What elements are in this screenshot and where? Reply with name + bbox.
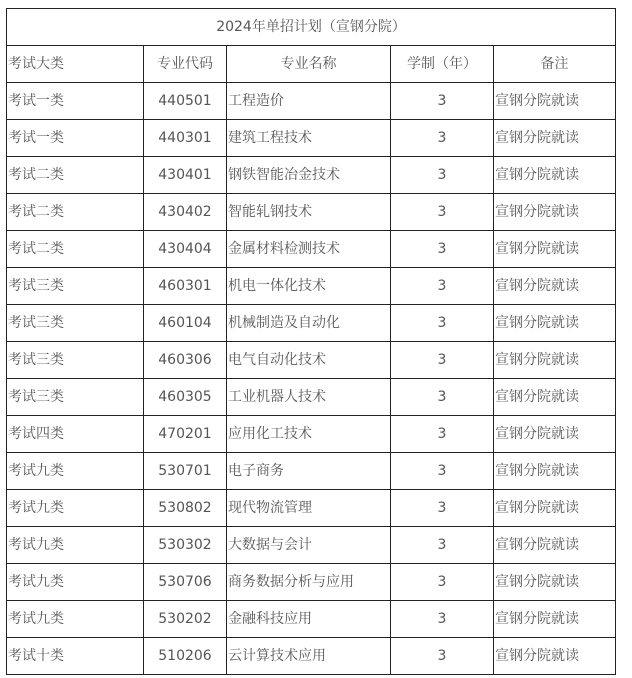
major-name-cell: 电气自动化技术 bbox=[227, 342, 391, 379]
exam-category-cell: 考试三类 bbox=[7, 342, 144, 379]
header-row bbox=[7, 46, 616, 83]
remarks-cell: 宣钢分院就读 bbox=[494, 305, 616, 342]
major-code-cell: 530706 bbox=[144, 564, 227, 601]
major-name-cell: 智能轧钢技术 bbox=[227, 194, 391, 231]
exam-category-cell: 考试九类 bbox=[7, 601, 144, 638]
duration-cell: 3 bbox=[391, 268, 494, 305]
major-code-cell: 460104 bbox=[144, 305, 227, 342]
remarks-cell: 宣钢分院就读 bbox=[494, 83, 616, 120]
remarks-cell: 宣钢分院就读 bbox=[494, 601, 616, 638]
header-major-name: 专业名称 bbox=[227, 46, 391, 83]
exam-category-cell: 考试二类 bbox=[7, 194, 144, 231]
major-name-cell: 工程造价 bbox=[227, 83, 391, 120]
table-row bbox=[7, 490, 616, 527]
major-name-cell: 大数据与会计 bbox=[227, 527, 391, 564]
duration-cell: 3 bbox=[391, 638, 494, 675]
major-name-cell: 商务数据分析与应用 bbox=[227, 564, 391, 601]
table-row bbox=[7, 564, 616, 601]
remarks-cell: 宣钢分院就读 bbox=[494, 564, 616, 601]
major-code-cell: 460301 bbox=[144, 268, 227, 305]
header-exam-category: 考试大类 bbox=[7, 46, 144, 83]
major-code-cell: 440301 bbox=[144, 120, 227, 157]
header-major-code: 专业代码 bbox=[144, 46, 227, 83]
exam-category-cell: 考试三类 bbox=[7, 268, 144, 305]
exam-category-cell: 考试九类 bbox=[7, 490, 144, 527]
major-code-cell: 440501 bbox=[144, 83, 227, 120]
remarks-cell: 宣钢分院就读 bbox=[494, 453, 616, 490]
remarks-cell: 宣钢分院就读 bbox=[494, 638, 616, 675]
duration-cell: 3 bbox=[391, 601, 494, 638]
header-duration: 学制（年） bbox=[391, 46, 494, 83]
major-name-cell: 云计算技术应用 bbox=[227, 638, 391, 675]
title-row bbox=[7, 9, 616, 46]
table-row bbox=[7, 527, 616, 564]
remarks-cell: 宣钢分院就读 bbox=[494, 120, 616, 157]
remarks-cell: 宣钢分院就读 bbox=[494, 231, 616, 268]
table-title: 2024年单招计划（宣钢分院） bbox=[7, 9, 616, 46]
major-code-cell: 530701 bbox=[144, 453, 227, 490]
header-remarks: 备注 bbox=[494, 46, 616, 83]
major-name-cell: 应用化工技术 bbox=[227, 416, 391, 453]
major-name-cell: 金属材料检测技术 bbox=[227, 231, 391, 268]
table-row bbox=[7, 268, 616, 305]
duration-cell: 3 bbox=[391, 157, 494, 194]
duration-cell: 3 bbox=[391, 379, 494, 416]
major-code-cell: 530802 bbox=[144, 490, 227, 527]
major-code-cell: 470201 bbox=[144, 416, 227, 453]
major-code-cell: 530302 bbox=[144, 527, 227, 564]
major-name-cell: 建筑工程技术 bbox=[227, 120, 391, 157]
duration-cell: 3 bbox=[391, 120, 494, 157]
remarks-cell: 宣钢分院就读 bbox=[494, 490, 616, 527]
table-row bbox=[7, 120, 616, 157]
table-row bbox=[7, 453, 616, 490]
major-code-cell: 510206 bbox=[144, 638, 227, 675]
table-row bbox=[7, 379, 616, 416]
exam-category-cell: 考试一类 bbox=[7, 83, 144, 120]
major-code-cell: 460305 bbox=[144, 379, 227, 416]
table-row bbox=[7, 601, 616, 638]
major-code-cell: 530202 bbox=[144, 601, 227, 638]
major-code-cell: 460306 bbox=[144, 342, 227, 379]
table-row bbox=[7, 638, 616, 675]
exam-category-cell: 考试二类 bbox=[7, 231, 144, 268]
exam-category-cell: 考试四类 bbox=[7, 416, 144, 453]
exam-category-cell: 考试九类 bbox=[7, 453, 144, 490]
remarks-cell: 宣钢分院就读 bbox=[494, 527, 616, 564]
remarks-cell: 宣钢分院就读 bbox=[494, 379, 616, 416]
major-name-cell: 机电一体化技术 bbox=[227, 268, 391, 305]
duration-cell: 3 bbox=[391, 490, 494, 527]
exam-category-cell: 考试九类 bbox=[7, 564, 144, 601]
table-row bbox=[7, 231, 616, 268]
exam-category-cell: 考试十类 bbox=[7, 638, 144, 675]
table-row bbox=[7, 157, 616, 194]
table-row bbox=[7, 342, 616, 379]
exam-category-cell: 考试二类 bbox=[7, 157, 144, 194]
major-name-cell: 现代物流管理 bbox=[227, 490, 391, 527]
major-name-cell: 电子商务 bbox=[227, 453, 391, 490]
table-row bbox=[7, 83, 616, 120]
remarks-cell: 宣钢分院就读 bbox=[494, 268, 616, 305]
major-name-cell: 金融科技应用 bbox=[227, 601, 391, 638]
duration-cell: 3 bbox=[391, 342, 494, 379]
major-code-cell: 430404 bbox=[144, 231, 227, 268]
duration-cell: 3 bbox=[391, 527, 494, 564]
duration-cell: 3 bbox=[391, 83, 494, 120]
exam-category-cell: 考试一类 bbox=[7, 120, 144, 157]
remarks-cell: 宣钢分院就读 bbox=[494, 157, 616, 194]
remarks-cell: 宣钢分院就读 bbox=[494, 342, 616, 379]
major-name-cell: 工业机器人技术 bbox=[227, 379, 391, 416]
duration-cell: 3 bbox=[391, 194, 494, 231]
enrollment-plan-table bbox=[6, 8, 616, 675]
major-name-cell: 机械制造及自动化 bbox=[227, 305, 391, 342]
duration-cell: 3 bbox=[391, 305, 494, 342]
major-code-cell: 430401 bbox=[144, 157, 227, 194]
major-name-cell: 钢铁智能冶金技术 bbox=[227, 157, 391, 194]
exam-category-cell: 考试三类 bbox=[7, 379, 144, 416]
table-row bbox=[7, 305, 616, 342]
duration-cell: 3 bbox=[391, 231, 494, 268]
duration-cell: 3 bbox=[391, 416, 494, 453]
duration-cell: 3 bbox=[391, 564, 494, 601]
exam-category-cell: 考试九类 bbox=[7, 527, 144, 564]
table-row bbox=[7, 194, 616, 231]
major-code-cell: 430402 bbox=[144, 194, 227, 231]
duration-cell: 3 bbox=[391, 453, 494, 490]
table-row bbox=[7, 416, 616, 453]
exam-category-cell: 考试三类 bbox=[7, 305, 144, 342]
remarks-cell: 宣钢分院就读 bbox=[494, 416, 616, 453]
remarks-cell: 宣钢分院就读 bbox=[494, 194, 616, 231]
